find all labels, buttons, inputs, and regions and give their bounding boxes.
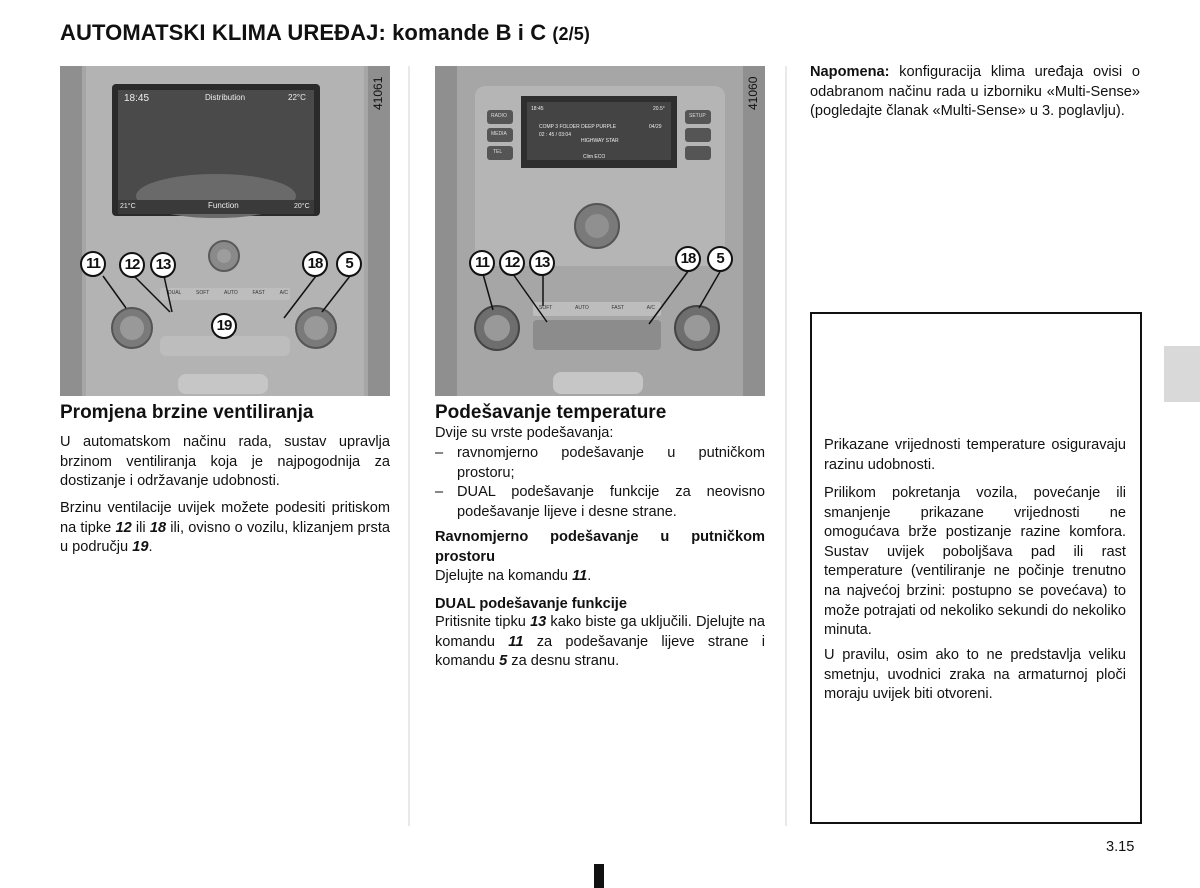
callout-5: 5 (336, 251, 362, 277)
btn-dual-label: DUAL (168, 290, 182, 296)
uniform-paragraph (435, 567, 765, 587)
page-number: 3.15 (1106, 839, 1135, 855)
dual-paragraph (435, 613, 765, 672)
btn-fast-label: FAST (611, 305, 624, 311)
note-text: konfiguracija klima uređaja ovisi o odabranom načinu rada u izborniku «Multi-Sense» (pogledajte članak «Multi-Sense» u 3. poglavlju). (810, 64, 1140, 120)
info-box (810, 312, 1142, 824)
btn-ac-label: A/C (279, 290, 288, 296)
text-run: za podešavanje lijeve strane i komandu (435, 633, 765, 670)
list-item (435, 483, 765, 522)
btn-soft-label: SOFT (539, 305, 553, 311)
button-row (168, 290, 288, 296)
callout-19: 19 (211, 313, 237, 339)
button-row (539, 305, 655, 311)
side-setup: SETUP (689, 113, 706, 119)
side-tel: TEL (493, 149, 503, 155)
text-run: . (148, 539, 153, 556)
callout-18: 18 (302, 251, 328, 277)
screen-temp-left-bottom: 21°C (120, 203, 136, 210)
ref-11: 11 (572, 568, 588, 584)
figure-dashboard-b (60, 66, 390, 396)
screen-function: Function (208, 201, 239, 210)
info-box-paragraph-2: Prilikom pokretanja vozila, povećanje ili smanjenje prikazane vrijednosti ne omogućava brže postizanje razine komfora. Sustav uvijek poboljšava pad ili rast temperature (ventiliranje ne počinje trenutno na najvećoj brzini: postupno se povećava) to može potrajati od nekoliko sekundi do nekoliko minuta. (824, 485, 1126, 639)
callout-18: 18 (675, 246, 701, 272)
screen-temp-right-bottom: 20°C (294, 203, 310, 210)
callout-13: 13 (150, 252, 176, 278)
callout-12: 12 (499, 250, 525, 276)
callout-13: 13 (529, 250, 555, 276)
ref-13: 13 (530, 614, 547, 630)
btn-soft-label: SOFT (196, 290, 210, 296)
page-title (60, 20, 590, 46)
figure-ref: 41061 (371, 76, 385, 110)
info-box-paragraph-3: U pravilu, osim ako to ne predstavlja veliku smetnju, uvodnici zraka na armaturnoj ploči moraju uvijek biti otvoreni. (824, 647, 1126, 703)
screen-temp: 20.5° (653, 106, 665, 112)
dash: – (435, 484, 444, 501)
dashboard-c-illustration (435, 66, 765, 396)
dashboard-b-illustration (60, 66, 390, 396)
text-run: ili, ovisno o vozilu, klizanjem prsta u području (60, 519, 391, 556)
callout-11: 11 (469, 250, 495, 276)
text-run: ili (131, 519, 150, 536)
text-run: kako biste ga uključili. Djelujte na komandu (435, 614, 765, 650)
list-item-text: ravnomjerno podešavanje u putničkom prostoru; (457, 445, 765, 481)
list-item-text: DUAL podešavanje funkcije za neovisno podešavanje lijeve i desne strane. (457, 484, 765, 520)
screen-track: COMP 3 FOLDER DEEP PURPLE (539, 124, 617, 130)
subheading-uniform: Ravnomjerno podešavanje u putničkom prostoru (435, 529, 765, 565)
side-media: MEDIA (491, 131, 507, 137)
text-run: . (587, 568, 592, 584)
screen-sub: 02 : 45 / 03:04 (539, 132, 571, 138)
text-run: Pritisnite tipku (435, 614, 531, 630)
text-run: Brzinu ventilacije uvijek možete podesiti pritiskom na tipke (60, 500, 390, 536)
page-title-main: AUTOMATSKI KLIMA UREĐAJ: komande B i C (60, 20, 547, 45)
screen-song: HIGHWAY STAR (581, 138, 619, 144)
btn-ac-label: A/C (646, 305, 655, 311)
callout-5: 5 (707, 246, 733, 272)
side-radio: RADIO (491, 113, 507, 119)
figure-dashboard-c (435, 66, 765, 396)
section-heading-fan-speed: Promjena brzine ventiliranja (60, 402, 314, 423)
chapter-tab (1164, 346, 1200, 402)
text-run: za desnu stranu. (507, 653, 620, 670)
bottom-marker (594, 864, 604, 888)
page-title-sub: (2/5) (552, 24, 590, 44)
btn-auto-label: AUTO (224, 290, 238, 296)
dash: – (435, 445, 444, 461)
fan-speed-paragraph-2 (60, 499, 390, 558)
screen-title: Distribution (205, 93, 246, 102)
note-label: Napomena: (810, 64, 890, 80)
screen-temp-right: 22°C (288, 93, 306, 102)
list-item (435, 444, 765, 483)
screen-time: 18:45 (531, 106, 544, 112)
section-heading-temperature: Podešavanje temperature (435, 402, 667, 423)
btn-auto-label: AUTO (575, 305, 589, 311)
temperature-types-list (435, 444, 765, 522)
callout-11: 11 (80, 251, 106, 277)
figure-ref: 41060 (746, 76, 760, 110)
column-divider-2 (785, 66, 787, 826)
fan-speed-paragraph-1: U automatskom načinu rada, sustav upravlja brzinom ventiliranja koja je najpogodnija za dostizanje i održavanje udobnosti. (60, 434, 390, 490)
note-paragraph (810, 63, 1140, 122)
info-box-paragraph-1: Prikazane vrijednosti temperature osiguravaju razinu udobnosti. (824, 437, 1126, 473)
ref-18: 18 (149, 519, 167, 536)
screen-track-time: 04/29 (649, 124, 662, 130)
temperature-intro: Dvije su vrste podešavanja: (435, 425, 614, 441)
column-divider-1 (408, 66, 410, 826)
btn-fast-label: FAST (252, 290, 265, 296)
ref-11: 11 (508, 633, 524, 650)
text-run: Djelujte na komandu (435, 568, 573, 584)
ref-19: 19 (132, 539, 149, 556)
ref-5: 5 (499, 653, 508, 670)
subheading-dual: DUAL podešavanje funkcije (435, 596, 627, 612)
ref-12: 12 (115, 519, 132, 536)
callout-12: 12 (119, 252, 145, 278)
screen-time: 18:45 (124, 93, 150, 104)
screen-eco: Clim ECO (583, 154, 606, 160)
